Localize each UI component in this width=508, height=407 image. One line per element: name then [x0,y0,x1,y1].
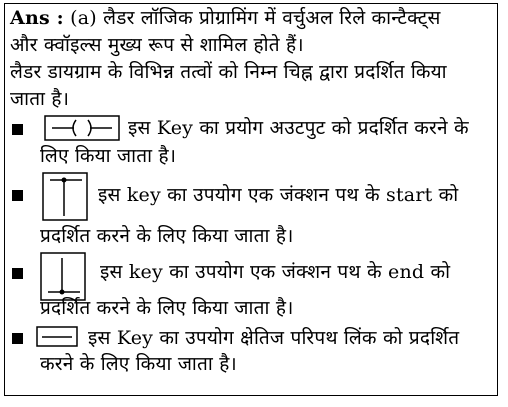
bullet-icon [12,268,23,279]
item-2-text-2: प्रदर्शित करने के लिए किया जाता है। [40,225,294,247]
item-1-text-2: लिए किया जाता है। [40,145,177,167]
item-1-text-1: इस Key का प्रयोग अउटपुट को प्रदर्शित करने के [128,117,469,139]
junction-end-icon [40,252,88,302]
horizontal-link-icon [36,326,80,348]
item-3-text-1: इस key का उपयोग एक जंक्शन पथ के end को [100,261,451,283]
bullet-icon [12,190,23,201]
item-4-text-1: इस Key का उपयोग क्षेतिज परिपथ लिंक को प्रदर्शित [88,327,460,349]
bullet-icon [12,124,23,135]
answer-intro-line-2: और क्वॉइल्स मुख्य रूप से शामिल होते हैं। [10,34,304,56]
item-3-text-2: प्रदर्शित करने के लिए किया जाता है। [40,297,294,319]
item-4-text-2: करने के लिए किया जाता है। [40,353,237,375]
answer-intro-line-4: जाता है। [10,88,70,110]
bullet-icon [12,333,23,344]
answer-intro-line-1 [10,6,441,30]
output-coil-icon [44,115,120,141]
junction-start-icon [42,172,90,222]
answer-intro-line-3: लैडर डायग्राम के विभिन्न तत्वों को निम्न चिह्न द्वारा प्रदर्शित किया [10,61,447,83]
answer-label: Ans : [10,7,64,29]
item-2-text-1: इस key का उपयोग एक जंक्शन पथ के start को [98,184,459,206]
answer-intro-text-1: (a) लैडर लॉजिक प्रोग्रामिंग में वर्चुअल रिले कान्टैक्ट्स [70,7,441,29]
